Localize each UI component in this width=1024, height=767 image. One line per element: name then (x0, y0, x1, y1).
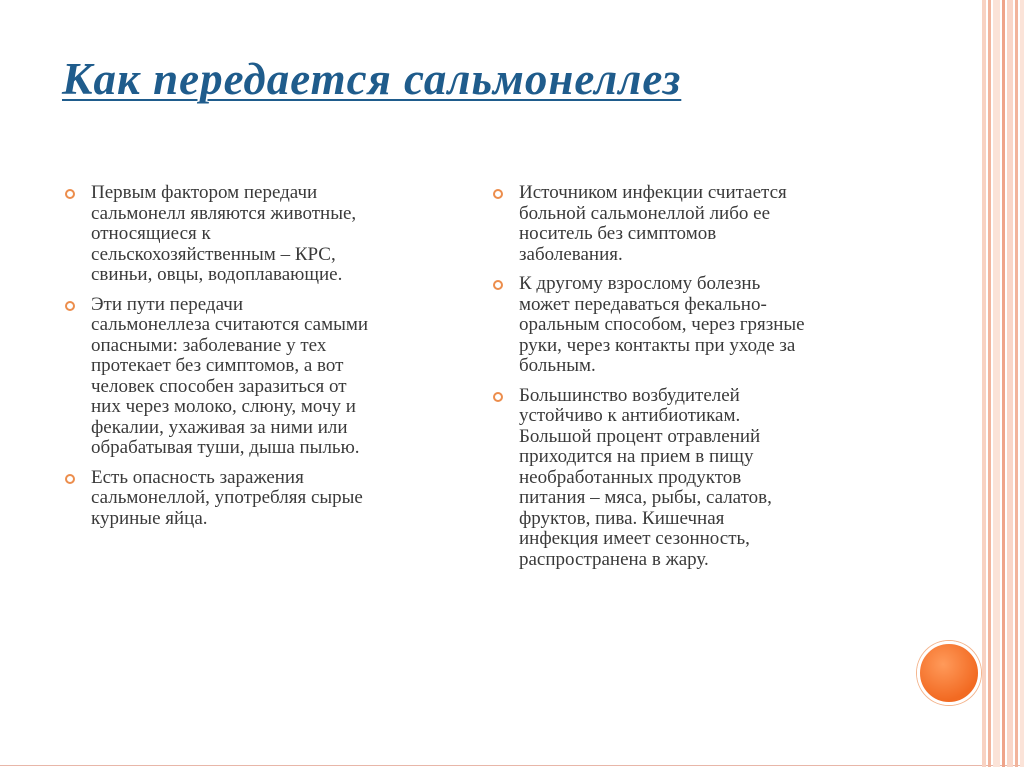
list-item (65, 468, 445, 530)
list-item-text: Большинство возбудителей устойчиво к антибиотикам. Большой процент отравлений приходится на прием в пищу необработанных продуктов питания – мяса, рыбы, салатов, фруктов, пива. Кишечная инфекция имеет сезонность, распространена в жару. (519, 384, 772, 570)
list-item (493, 386, 873, 571)
list-item (65, 183, 445, 286)
list-item-text: Первым фактором передачи сальмонелл являются животные, относящиеся к сельскохозяйственным – КРС, свиньи, овцы, водоплавающие. (91, 182, 357, 285)
ring-bullet-icon (65, 474, 75, 484)
decorative-stripes (982, 0, 1024, 767)
list-item-text: К другому взрослому болезнь может передаваться фекально- оральным способом, через грязные руки, через контакты при уходе за больным. (519, 273, 805, 376)
decorative-orange-circle (917, 641, 981, 705)
list-item (65, 295, 445, 459)
ring-bullet-icon (493, 189, 503, 199)
left-bullet-list (65, 183, 445, 538)
right-bullet-list (493, 183, 873, 579)
ring-bullet-icon (493, 280, 503, 290)
list-item-text: Есть опасность заражения сальмонеллой, употребляя сырые куриные яйца. (91, 466, 363, 529)
list-item (493, 274, 873, 377)
list-item (493, 183, 873, 265)
list-item-text: Источником инфекции считается больной сальмонеллой либо ее носитель без симптомов заболевания. (519, 182, 787, 265)
ring-bullet-icon (65, 301, 75, 311)
list-item-text: Эти пути передачи сальмонеллеза считаются самыми опасными: заболевание у тех протекает без симптомов, а вот человек способен заразиться от них через молоко, слюну, мочу и фекалии, ухаживая за ними или обрабатывая туши, дыша пылью. (91, 293, 369, 458)
ring-bullet-icon (65, 189, 75, 199)
slide-title: Как передается сальмонеллез (62, 54, 682, 104)
ring-bullet-icon (493, 392, 503, 402)
